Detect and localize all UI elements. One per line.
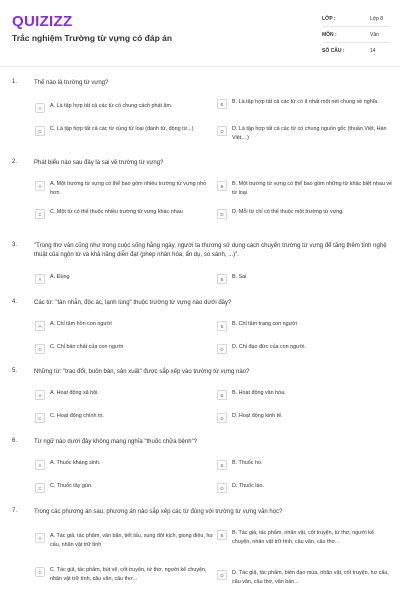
option-letter-box: B <box>217 530 227 540</box>
option-text: D. Tác giả, tác phẩm, biên đạo múa, nhân vật, cốt truyện, hư cấu, câu văn, câu thơ, văn bản... <box>232 570 389 585</box>
option-text: A. Chỉ tâm hồn con người <box>50 321 112 327</box>
info-label: LỚP : <box>322 15 336 22</box>
info-value: Lớp 8 <box>370 15 384 22</box>
option-text: D. Mỗi từ chỉ có thể thuộc một trường từ vựng. <box>232 209 344 215</box>
option-b[interactable] <box>217 389 393 400</box>
question-text: "Trong thơ văn cũng như trong cuộc sống hằng ngày, người ta thương sử dụng cách chuyển trường từ vựng để tăng thêm tính nghệ thuật của ngôn từ và khả năng diễn đạt (phép nhân hóa, ẩn dụ, so sánh, ...)". <box>34 243 387 258</box>
quizizz-logo: QUIZIZZ <box>12 13 73 30</box>
option-c[interactable] <box>35 566 215 583</box>
info-row-question-count <box>322 43 390 58</box>
option-c[interactable] <box>35 343 215 354</box>
info-row-subject <box>322 27 390 43</box>
option-b[interactable] <box>217 529 393 546</box>
option-a[interactable] <box>35 180 215 197</box>
option-letter-box: D <box>217 344 227 354</box>
option-letter-box: A <box>35 274 45 284</box>
option-a[interactable] <box>35 320 215 331</box>
option-a[interactable] <box>35 532 215 549</box>
option-a[interactable] <box>35 102 215 113</box>
question-7 <box>0 507 400 585</box>
option-d[interactable] <box>217 482 393 493</box>
question-number: 5. <box>12 368 18 374</box>
question-number: 4. <box>12 299 18 305</box>
option-d[interactable] <box>217 125 393 142</box>
option-a[interactable] <box>35 459 215 470</box>
option-text: B. Sai <box>232 274 247 280</box>
question-2 <box>0 158 400 217</box>
option-letter-box: D <box>217 483 227 493</box>
option-text: C. Chỉ bản chất của con người <box>50 344 124 350</box>
option-text: D. Thuốc lào. <box>232 483 264 489</box>
option-a[interactable] <box>35 273 215 284</box>
option-letter-box: C <box>35 567 45 577</box>
option-text: D. Hoạt động kinh tế. <box>232 413 283 419</box>
option-text: A. Hoạt động xã hội. <box>50 390 99 396</box>
info-row-grade <box>322 11 390 27</box>
option-letter-box: B <box>217 460 227 470</box>
info-value: Văn <box>370 31 379 38</box>
option-b[interactable] <box>217 273 393 284</box>
option-text: C. Tác giả, tác phẩm, bút vẽ, cốt truyện, tứ thơ, người kể chuyện, nhân vật trữ tình, câu văn, câu thơ... <box>50 567 207 582</box>
option-d[interactable] <box>217 569 393 586</box>
question-text: Thế nào là trường từ vựng? <box>34 80 109 86</box>
option-b[interactable] <box>217 320 393 331</box>
option-b[interactable] <box>217 459 393 470</box>
question-number: 3. <box>12 242 18 248</box>
option-letter-box: B <box>217 390 227 400</box>
option-text: C. Một từ có thể thuộc nhiều trường từ vựng khác nhau <box>50 209 183 215</box>
info-label: SỐ CÂU : <box>322 47 345 54</box>
question-text: Từ ngữ nào dưới đây không mang nghĩa "thuốc chữa bệnh"? <box>34 439 198 445</box>
option-letter-box: A <box>35 390 45 400</box>
option-letter-box: D <box>217 570 227 580</box>
option-text: A. Đúng <box>50 274 70 280</box>
option-text: A. Thuốc kháng sinh. <box>50 460 101 466</box>
question-text: Trong các phương án sau, phương án nào sắp xếp các từ đúng với trường từ vựng văn học? <box>34 509 283 515</box>
question-text: Các từ: "tàn nhẫn, độc ác, lạnh lùng" thuộc trường từ vựng nào dưới đây? <box>34 300 232 306</box>
question-number: 7. <box>12 508 18 514</box>
option-c[interactable] <box>35 208 215 219</box>
question-1 <box>0 78 400 141</box>
option-text: A. Một trường từ vựng có thể bao gồm nhiều trường từ vựng nhỏ hơn. <box>50 181 207 196</box>
option-letter-box: A <box>35 533 45 543</box>
worksheet-title: Trắc nghiệm Trường từ vựng có đáp án <box>12 33 173 43</box>
option-letter-box: C <box>35 126 45 136</box>
option-letter-box: D <box>217 126 227 136</box>
option-text: A. Tác giả, tác phẩm, văn bản, tiết tấu, xung đột kịch, giọng điệu, hư cấu, nhân vật trữ tình <box>50 533 213 548</box>
option-letter-box: C <box>35 483 45 493</box>
option-text: C. Hoạt động chính trị. <box>50 413 104 419</box>
option-text: A. Là tập hợp tất cả các từ có chung cách phát âm. <box>50 103 173 109</box>
question-number: 2. <box>12 159 18 165</box>
option-d[interactable] <box>217 208 393 219</box>
option-text: C. Là tập hợp tất cả các từ cùng từ loại (danh từ, động từ,..) <box>50 126 194 132</box>
option-letter-box: A <box>35 321 45 331</box>
option-letter-box: C <box>35 344 45 354</box>
worksheet-info-table <box>322 11 390 58</box>
question-number: 6. <box>12 438 18 444</box>
option-letter-box: A <box>35 181 45 191</box>
option-c[interactable] <box>35 412 215 423</box>
option-c[interactable] <box>35 125 215 136</box>
question-5 <box>0 367 400 421</box>
question-6 <box>0 437 400 491</box>
option-text: B. Thuốc ho. <box>232 460 263 466</box>
option-d[interactable] <box>217 343 393 354</box>
option-a[interactable] <box>35 389 215 400</box>
option-letter-box: B <box>217 99 227 109</box>
option-b[interactable] <box>217 180 393 197</box>
question-text: Phát biểu nào sau đây là sai về trường từ vựng? <box>34 160 164 166</box>
option-text: C. Thuốc tây gún. <box>50 483 93 489</box>
option-letter-box: C <box>35 413 45 423</box>
option-letter-box: B <box>217 274 227 284</box>
option-b[interactable] <box>217 98 393 109</box>
question-3 <box>0 241 400 282</box>
info-label: MÔN : <box>322 31 337 38</box>
option-text: B. Chỉ tâm trạng con người <box>232 321 297 327</box>
option-letter-box: B <box>217 181 227 191</box>
option-letter-box: D <box>217 209 227 219</box>
option-letter-box: D <box>217 413 227 423</box>
option-letter-box: A <box>35 103 45 113</box>
option-text: B. Tác giả, tác phẩm, nhân vật, cốt truyện, tứ thơ, người kể chuyện, nhân vật trữ tình, câu văn, câu thơ... <box>232 530 374 545</box>
option-letter-box: C <box>35 209 45 219</box>
worksheet-header <box>0 0 400 67</box>
option-text: B. Một trường từ vựng có thể bao gồm những từ khác biệt nhau về từ loại <box>232 181 393 196</box>
option-c[interactable] <box>35 482 215 493</box>
option-letter-box: B <box>217 321 227 331</box>
option-letter-box: A <box>35 460 45 470</box>
question-number: 1. <box>12 79 18 85</box>
option-text: B. Là tập hợp tất cả các từ có ít nhất một nét chung về nghĩa. <box>232 99 379 105</box>
option-d[interactable] <box>217 412 393 423</box>
question-text: Những từ: "trao đổi, buôn bán, sản xuất" được sắp xếp vào trường từ vựng nào? <box>34 369 250 375</box>
option-text: B. Hoạt động văn hóa. <box>232 390 286 396</box>
option-text: D. Là tập hợp tất cả các từ có chung nguồn gốc (thuần Việt, Hán Việt,...) <box>232 126 387 141</box>
info-value: 14 <box>370 47 376 54</box>
option-text: D. Chỉ đạo đức của con người. <box>232 344 306 350</box>
question-4 <box>0 298 400 352</box>
